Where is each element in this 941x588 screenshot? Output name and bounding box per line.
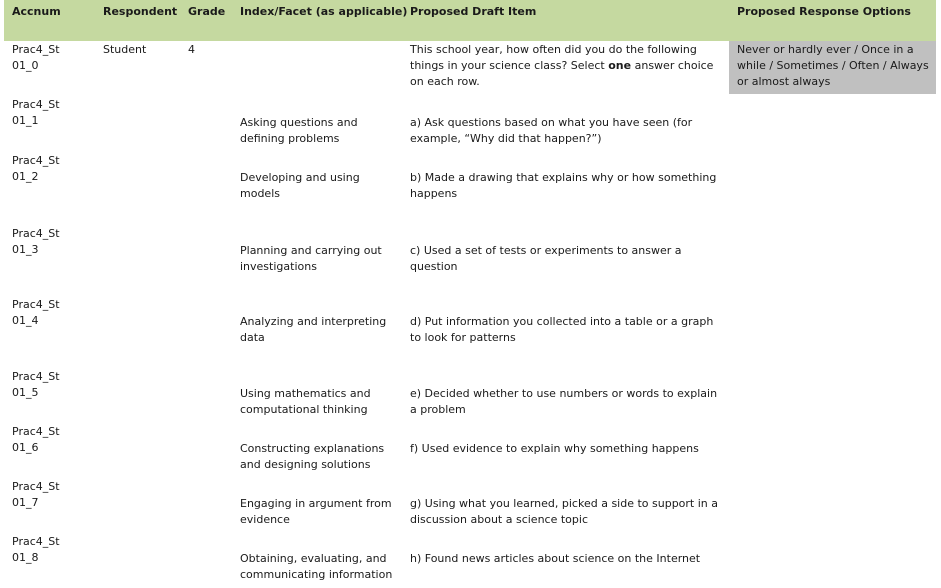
row-1-facet: Asking questions and defining problems [240, 116, 358, 145]
row-1-accnum [12, 97, 74, 129]
row-7-accnum [12, 479, 74, 511]
row-4-accnum-line1: Prac4_St [12, 298, 60, 311]
row-3-accnum [12, 226, 74, 258]
row-1-accnum-line2: 01_1 [12, 114, 39, 127]
row-7-accnum-line1: Prac4_St [12, 480, 60, 493]
row-4-accnum-line2: 01_4 [12, 314, 39, 327]
row-2-accnum-line1: Prac4_St [12, 154, 60, 167]
stem-item-part1: This school year, how often did you do the following things in your science class? Select [410, 43, 697, 72]
row-3-accnum-line1: Prac4_St [12, 227, 60, 240]
row-5-accnum-line2: 01_5 [12, 386, 39, 399]
row-3-facet: Planning and carrying out investigations [240, 244, 382, 273]
row-6-accnum [12, 424, 74, 456]
row-2-item: b) Made a drawing that explains why or how something happens [410, 171, 717, 200]
row-8-accnum-line1: Prac4_St [12, 535, 60, 548]
item-table [4, 0, 936, 588]
row-6-facet: Constructing explanations and designing solutions [240, 442, 385, 471]
row-6-accnum-line1: Prac4_St [12, 425, 60, 438]
row-2-accnum [12, 153, 74, 185]
row-5-accnum-line1: Prac4_St [12, 370, 60, 383]
row-8-item: h) Found news articles about science on the Internet [410, 552, 701, 565]
row-1-accnum-line1: Prac4_St [12, 98, 60, 111]
row-5-facet: Using mathematics and computational thinking [240, 387, 371, 416]
row-7-item: g) Using what you learned, picked a side to support in a discussion about a science topic [410, 497, 719, 526]
stem-respondent: Student [103, 43, 147, 56]
stem-item-part2: answer choice on each row. [410, 59, 714, 88]
header-index-facet: Index/Facet (as applicable) [240, 5, 408, 18]
header-response-options: Proposed Response Options [737, 5, 911, 18]
stem-accnum-line2: 01_0 [12, 59, 39, 72]
stem-accnum-line1: Prac4_St [12, 43, 60, 56]
row-5-accnum [12, 369, 74, 401]
row-4-facet: Analyzing and interpreting data [240, 315, 387, 344]
row-4-item: d) Put information you collected into a table or a graph to look for patterns [410, 315, 714, 344]
stem-accnum [12, 42, 74, 74]
row-2-accnum-line2: 01_2 [12, 170, 39, 183]
stem-grade: 4 [188, 43, 195, 56]
row-3-accnum-line2: 01_3 [12, 243, 39, 256]
response-options-text: Never or hardly ever / Once in a while / Sometimes / Often / Always or almost always [737, 43, 929, 88]
header-grade: Grade [188, 5, 226, 18]
row-4-accnum [12, 297, 74, 329]
row-6-item: f) Used evidence to explain why something happens [410, 442, 699, 455]
row-2-facet: Developing and using models [240, 171, 360, 200]
row-8-facet: Obtaining, evaluating, and communicating information [240, 552, 393, 581]
header-accnum: Accnum [12, 5, 61, 18]
row-6-accnum-line2: 01_6 [12, 441, 39, 454]
row-3-item: c) Used a set of tests or experiments to answer a question [410, 244, 682, 273]
stem-item-text [410, 42, 726, 90]
table-header [4, 0, 936, 41]
row-5-item: e) Decided whether to use numbers or words to explain a problem [410, 387, 718, 416]
header-respondent: Respondent [103, 5, 178, 18]
row-1-item: a) Ask questions based on what you have seen (for example, “Why did that happen?”) [410, 116, 693, 145]
header-proposed-draft-item: Proposed Draft Item [410, 5, 537, 18]
row-7-accnum-line2: 01_7 [12, 496, 39, 509]
row-8-accnum [12, 534, 74, 566]
stem-item-emphasis: one [608, 59, 632, 72]
row-8-accnum-line2: 01_8 [12, 551, 39, 564]
row-7-facet: Engaging in argument from evidence [240, 497, 392, 526]
